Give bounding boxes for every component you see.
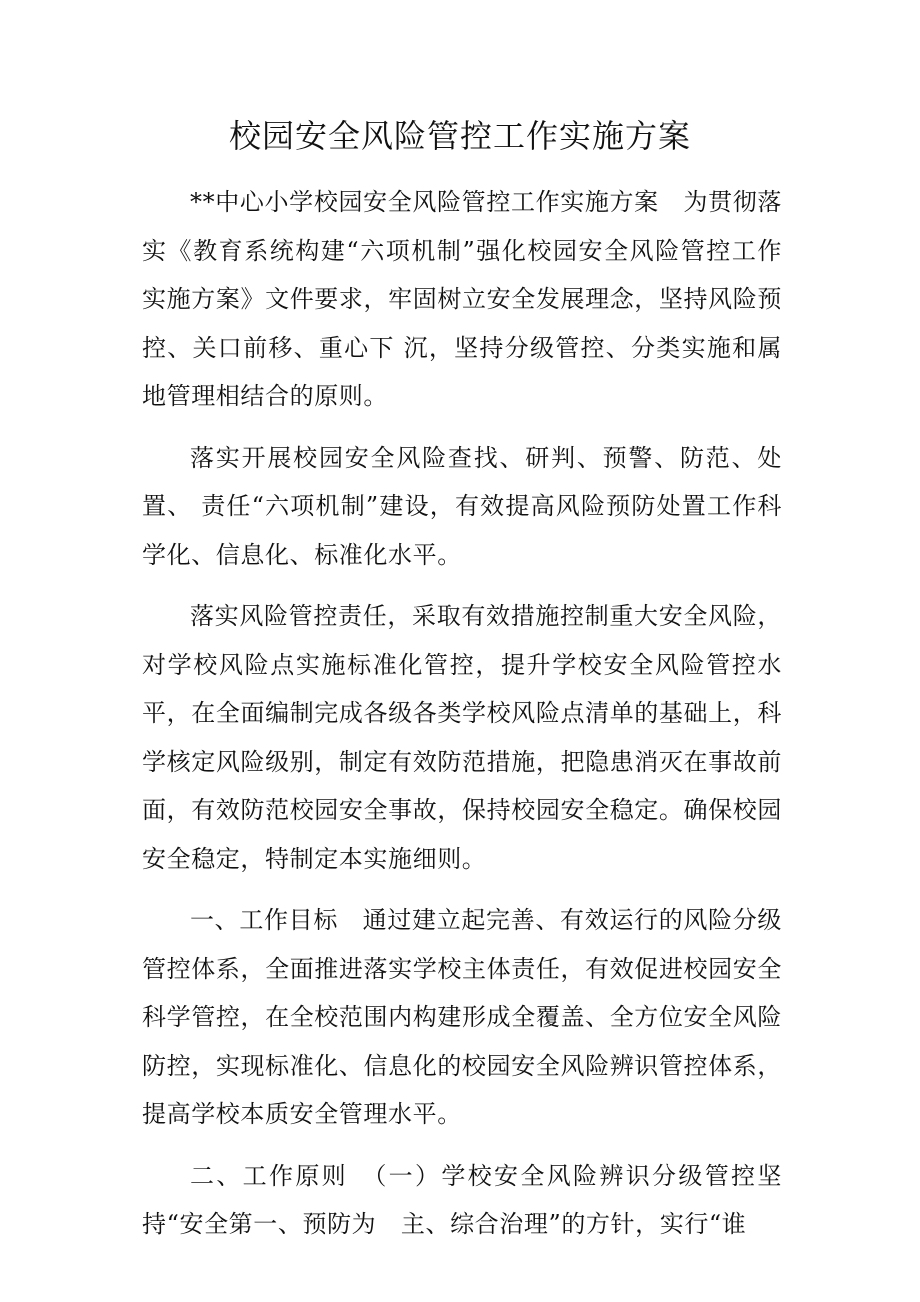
paragraph-work-principles: 二、工作原则 （一）学校安全风险辨识分级管控坚持“安全第一、预防为 主、综合治理”的方针，实行“谁 <box>142 1161 782 1238</box>
paragraph-intro: **中心小学校园安全风险管控工作实施方案 为贯彻落实《教育系统构建“六项机制”强化校园安全风险管控工作实施方案》文件要求，牢固树立安全发展理念，坚持风险预控、关口前移、重心下 沉，坚持分级管控、分类实施和属地管理相结合的原则。 <box>142 188 782 410</box>
paragraph-work-goals: 一、工作目标 通过建立起完善、有效运行的风险分级管控体系，全面推进落实学校主体责任，有效促进校园安全科学管控，在全校范围内构建形成全覆盖、全方位安全风险防控，实现标准化、信息化的校园安全风险辨识管控体系，提高学校本质安全管理水平。 <box>142 906 782 1128</box>
paragraph-six-mechanisms: 落实开展校园安全风险查找、研判、预警、防范、处置、 责任“六项机制”建设，有效提高风险预防处置工作科学化、信息化、标准化水平。 <box>142 443 782 569</box>
paragraph-risk-control-responsibility: 落实风险管控责任，采取有效措施控制重大安全风险，对学校风险点实施标准化管控，提升学校安全风险管控水平，在全面编制完成各级各类学校风险点清单的基础上，科学核定风险级别，制定有效防范措施，把隐患消灭在事故前面，有效防范校园安全事故，保持校园安全稳定。确保校园安全稳定，特制定本实施细则。 <box>142 602 782 873</box>
document-body <box>142 178 782 1249</box>
document-title: 校园安全风险管控工作实施方案 <box>228 117 691 155</box>
